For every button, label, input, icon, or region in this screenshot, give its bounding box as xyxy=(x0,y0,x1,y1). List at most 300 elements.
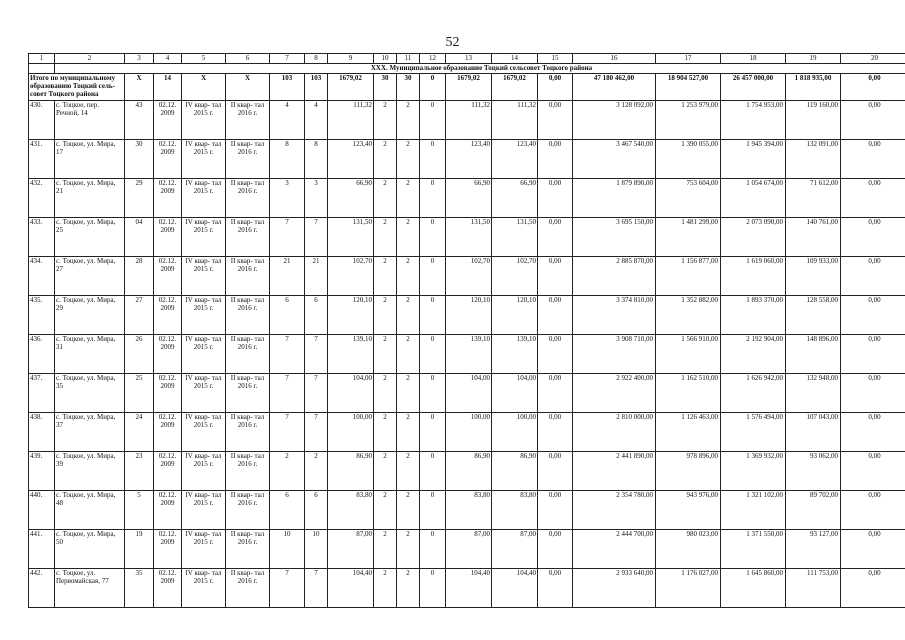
table-cell: 02.12. 2009 xyxy=(154,218,182,257)
address-cell: с. Тоцкое, ул. Мира, 50 xyxy=(55,530,125,569)
table-cell: 0,00 xyxy=(841,218,905,257)
table-row xyxy=(29,413,905,452)
row-number-cell: 436. xyxy=(29,335,55,374)
total-cell: 14 xyxy=(154,74,182,101)
table-cell: 93 062,00 xyxy=(786,452,841,491)
table-cell: 2 885 870,00 xyxy=(573,257,656,296)
table-cell: II квар- тал 2016 г. xyxy=(226,452,270,491)
table-cell: 7 xyxy=(305,569,328,608)
table-cell: 0,00 xyxy=(841,257,905,296)
table-cell: 1 253 979,00 xyxy=(656,101,721,140)
table-cell: 0,00 xyxy=(841,374,905,413)
column-number: 15 xyxy=(538,54,573,64)
table-cell: 2 xyxy=(374,491,397,530)
table-cell: II квар- тал 2016 г. xyxy=(226,569,270,608)
table-cell: 0,00 xyxy=(841,179,905,218)
table-cell: 2 xyxy=(397,101,420,140)
column-number: 4 xyxy=(154,54,182,64)
table-cell: 111 753,00 xyxy=(786,569,841,608)
table-cell: 83,80 xyxy=(492,491,538,530)
table-cell: 7 xyxy=(305,374,328,413)
table-cell: 2 441 890,00 xyxy=(573,452,656,491)
column-number: 1 xyxy=(29,54,55,64)
table-cell: 2 xyxy=(397,179,420,218)
table-cell: 0,00 xyxy=(538,335,573,374)
table-cell: 131,50 xyxy=(492,218,538,257)
table-cell: 123,40 xyxy=(328,140,374,179)
total-cell: 30 xyxy=(374,74,397,101)
address-cell: с. Тоцкое, пер. Речной, 14 xyxy=(55,101,125,140)
table-cell: 6 xyxy=(305,491,328,530)
table-row xyxy=(29,296,905,335)
table-cell: 2 xyxy=(374,335,397,374)
table-cell: 26 xyxy=(125,335,154,374)
table-row xyxy=(29,257,905,296)
table-cell: IV квар- тал 2015 г. xyxy=(182,452,226,491)
table-cell: IV квар- тал 2015 г. xyxy=(182,218,226,257)
table-cell: 139,10 xyxy=(492,335,538,374)
table-cell: 87,00 xyxy=(446,530,492,569)
table-row xyxy=(29,218,905,257)
table-cell: 100,00 xyxy=(328,413,374,452)
table-cell: II квар- тал 2016 г. xyxy=(226,257,270,296)
table-cell: 27 xyxy=(125,296,154,335)
table-cell: 0 xyxy=(420,218,446,257)
table-cell: 30 xyxy=(125,140,154,179)
total-cell: 47 180 462,00 xyxy=(573,74,656,101)
table-cell: 8 xyxy=(305,140,328,179)
table-cell: 2 444 700,00 xyxy=(573,530,656,569)
table-cell: 104,00 xyxy=(492,374,538,413)
table-cell: IV квар- тал 2015 г. xyxy=(182,179,226,218)
total-cell: 18 904 527,00 xyxy=(656,74,721,101)
table-cell: 2 354 780,00 xyxy=(573,491,656,530)
table-row xyxy=(29,530,905,569)
total-cell: 0,00 xyxy=(538,74,573,101)
table-cell: 0,00 xyxy=(841,413,905,452)
row-number-cell: 433. xyxy=(29,218,55,257)
table-cell: 02.12. 2009 xyxy=(154,452,182,491)
table-cell: 0,00 xyxy=(841,296,905,335)
address-cell: с. Тоцкое, ул. Мира, 37 xyxy=(55,413,125,452)
address-cell: с. Тоцкое, ул. Мира, 27 xyxy=(55,257,125,296)
table-cell: 1 566 910,00 xyxy=(656,335,721,374)
table-cell: 66,90 xyxy=(492,179,538,218)
table-cell: 2 192 904,00 xyxy=(721,335,786,374)
total-cell: 0 xyxy=(420,74,446,101)
table-cell: II квар- тал 2016 г. xyxy=(226,179,270,218)
table-cell: 0 xyxy=(420,569,446,608)
table-cell: 2 073 090,00 xyxy=(721,218,786,257)
table-cell: 140 761,00 xyxy=(786,218,841,257)
column-number: 3 xyxy=(125,54,154,64)
table-cell: IV квар- тал 2015 г. xyxy=(182,491,226,530)
table-cell: 93 127,00 xyxy=(786,530,841,569)
total-cell: 26 457 000,00 xyxy=(721,74,786,101)
table-cell: 4 xyxy=(305,101,328,140)
table-row xyxy=(29,335,905,374)
table-cell: 6 xyxy=(270,296,305,335)
table-row xyxy=(29,179,905,218)
table-cell: 7 xyxy=(270,569,305,608)
table-cell: 83,80 xyxy=(328,491,374,530)
column-number: 2 xyxy=(55,54,125,64)
table-cell: 0,00 xyxy=(841,491,905,530)
table-cell: 3 xyxy=(305,179,328,218)
total-cell: X xyxy=(125,74,154,101)
table-cell: 1 369 932,00 xyxy=(721,452,786,491)
table-cell: 24 xyxy=(125,413,154,452)
table-cell: 100,00 xyxy=(446,413,492,452)
row-number-cell: 432. xyxy=(29,179,55,218)
table-cell: 2 xyxy=(374,101,397,140)
table-cell: 1 156 877,00 xyxy=(656,257,721,296)
table-cell: 7 xyxy=(305,413,328,452)
table-cell: IV квар- тал 2015 г. xyxy=(182,569,226,608)
table-cell: 2 xyxy=(397,140,420,179)
table-cell: IV квар- тал 2015 г. xyxy=(182,413,226,452)
table-cell: 2 xyxy=(374,257,397,296)
table-cell: 0,00 xyxy=(538,179,573,218)
table-cell: 2 xyxy=(397,530,420,569)
table-cell: 139,10 xyxy=(446,335,492,374)
table-cell: 3 695 150,00 xyxy=(573,218,656,257)
table-cell: 111,32 xyxy=(492,101,538,140)
table-cell: 128 558,00 xyxy=(786,296,841,335)
table-cell: 2 xyxy=(374,530,397,569)
column-number: 6 xyxy=(226,54,270,64)
table-cell: IV квар- тал 2015 г. xyxy=(182,335,226,374)
table-cell: 111,32 xyxy=(328,101,374,140)
row-number-cell: 437. xyxy=(29,374,55,413)
table-cell: 980 023,00 xyxy=(656,530,721,569)
table-cell: 0,00 xyxy=(538,452,573,491)
table-cell: 0,00 xyxy=(538,530,573,569)
table-cell: 102,70 xyxy=(446,257,492,296)
table-cell: 0 xyxy=(420,335,446,374)
row-number-cell: 431. xyxy=(29,140,55,179)
row-number-cell: 439. xyxy=(29,452,55,491)
column-number: 11 xyxy=(397,54,420,64)
table-row xyxy=(29,491,905,530)
table-row xyxy=(29,140,905,179)
table-cell: 2 xyxy=(374,140,397,179)
address-cell: с. Тоцкое, ул. Мира, 17 xyxy=(55,140,125,179)
table-cell: 0 xyxy=(420,374,446,413)
table-cell: 02.12. 2009 xyxy=(154,140,182,179)
table-cell: 1 371 550,00 xyxy=(721,530,786,569)
table-cell: II квар- тал 2016 г. xyxy=(226,530,270,569)
total-cell: 1679,02 xyxy=(446,74,492,101)
table-cell: 119 160,00 xyxy=(786,101,841,140)
table-cell: 19 xyxy=(125,530,154,569)
table-cell: II квар- тал 2016 г. xyxy=(226,413,270,452)
table-cell: 8 xyxy=(270,140,305,179)
table-cell: 7 xyxy=(305,335,328,374)
table-cell: 1 162 510,00 xyxy=(656,374,721,413)
table-cell: 2 xyxy=(397,296,420,335)
row-number-cell: 434. xyxy=(29,257,55,296)
table-row xyxy=(29,101,905,140)
table-cell: 7 xyxy=(270,374,305,413)
table-cell: 2 810 000,00 xyxy=(573,413,656,452)
section-title-row xyxy=(29,64,905,74)
table-cell: 102,70 xyxy=(492,257,538,296)
row-number-cell: 441. xyxy=(29,530,55,569)
table-cell: 2 xyxy=(374,413,397,452)
table-cell: 0,00 xyxy=(538,101,573,140)
table-cell: 7 xyxy=(270,218,305,257)
table-cell: 02.12. 2009 xyxy=(154,374,182,413)
table-cell: 131,50 xyxy=(328,218,374,257)
table-cell: 02.12. 2009 xyxy=(154,413,182,452)
table-cell: 6 xyxy=(305,296,328,335)
table-cell: 2 xyxy=(374,218,397,257)
table-cell: 104,40 xyxy=(446,569,492,608)
table-cell: 35 xyxy=(125,569,154,608)
table-cell: 0 xyxy=(420,101,446,140)
table-cell: 23 xyxy=(125,452,154,491)
row-number-cell: 440. xyxy=(29,491,55,530)
table-cell: 1 879 890,00 xyxy=(573,179,656,218)
table-cell: 86,90 xyxy=(446,452,492,491)
table-cell: 123,40 xyxy=(492,140,538,179)
table-cell: 04 xyxy=(125,218,154,257)
table-cell: 2 xyxy=(397,413,420,452)
table-cell: 7 xyxy=(270,335,305,374)
table-cell: 6 xyxy=(270,491,305,530)
table-cell: 02.12. 2009 xyxy=(154,491,182,530)
table-cell: II квар- тал 2016 г. xyxy=(226,491,270,530)
table-cell: 2 xyxy=(397,218,420,257)
address-cell: с. Тоцкое, ул. Мира, 25 xyxy=(55,218,125,257)
table-cell: 0,00 xyxy=(841,530,905,569)
table-cell: 132 091,00 xyxy=(786,140,841,179)
column-number: 20 xyxy=(841,54,905,64)
column-number: 13 xyxy=(446,54,492,64)
table-cell: 2 xyxy=(397,491,420,530)
table-cell: 7 xyxy=(305,218,328,257)
table-cell: 148 896,00 xyxy=(786,335,841,374)
table-cell: 0,00 xyxy=(538,491,573,530)
table-cell: 100,00 xyxy=(492,413,538,452)
table-cell: 0,00 xyxy=(841,140,905,179)
table-cell: 120,10 xyxy=(492,296,538,335)
column-number: 10 xyxy=(374,54,397,64)
table-cell: 25 xyxy=(125,374,154,413)
table-cell: 3 128 092,00 xyxy=(573,101,656,140)
address-cell: с. Тоцкое, ул. Мира, 39 xyxy=(55,452,125,491)
total-cell: X xyxy=(182,74,226,101)
table-cell: 0 xyxy=(420,452,446,491)
table-cell: IV квар- тал 2015 г. xyxy=(182,296,226,335)
table-cell: 0,00 xyxy=(538,569,573,608)
table-cell: 28 xyxy=(125,257,154,296)
table-cell: 2 xyxy=(397,335,420,374)
table-cell: 2 xyxy=(374,179,397,218)
table-cell: II квар- тал 2016 г. xyxy=(226,218,270,257)
table-cell: II квар- тал 2016 г. xyxy=(226,374,270,413)
table-cell: 753 604,00 xyxy=(656,179,721,218)
table-cell: 1 645 860,00 xyxy=(721,569,786,608)
housing-register-table xyxy=(28,53,905,608)
table-cell: IV квар- тал 2015 г. xyxy=(182,140,226,179)
table-cell: 1 054 674,00 xyxy=(721,179,786,218)
table-cell: 1 390 055,00 xyxy=(656,140,721,179)
table-cell: 0,00 xyxy=(538,413,573,452)
table-cell: 102,70 xyxy=(328,257,374,296)
table-cell: 43 xyxy=(125,101,154,140)
row-number-cell: 430. xyxy=(29,101,55,140)
page-number: 52 xyxy=(445,35,460,50)
address-cell: с. Тоцкое, ул. Мира, 48 xyxy=(55,491,125,530)
table-cell: 1 893 370,00 xyxy=(721,296,786,335)
column-number: 7 xyxy=(270,54,305,64)
table-cell: 83,80 xyxy=(446,491,492,530)
row-number-cell: 438. xyxy=(29,413,55,452)
table-cell: 1 126 463,00 xyxy=(656,413,721,452)
column-number: 5 xyxy=(182,54,226,64)
table-cell: 66,90 xyxy=(446,179,492,218)
table-cell: 1 754 953,00 xyxy=(721,101,786,140)
total-cell: 30 xyxy=(397,74,420,101)
table-cell: 3 467 540,00 xyxy=(573,140,656,179)
table-cell: 2 xyxy=(374,569,397,608)
column-number: 19 xyxy=(786,54,841,64)
table-cell: 21 xyxy=(305,257,328,296)
table-cell: 2 xyxy=(270,452,305,491)
table-cell: 0 xyxy=(420,413,446,452)
address-cell: с. Тоцкое, ул. Мира, 21 xyxy=(55,179,125,218)
column-number: 12 xyxy=(420,54,446,64)
table-cell: 2 xyxy=(374,452,397,491)
table-cell: 87,00 xyxy=(492,530,538,569)
table-cell: 3 374 810,00 xyxy=(573,296,656,335)
row-number-cell: 435. xyxy=(29,296,55,335)
table-cell: 10 xyxy=(270,530,305,569)
table-cell: 2 xyxy=(305,452,328,491)
table-cell: 131,50 xyxy=(446,218,492,257)
address-cell: с. Тоцкое, ул. Мира, 35 xyxy=(55,374,125,413)
table-cell: 10 xyxy=(305,530,328,569)
table-cell: 89 702,00 xyxy=(786,491,841,530)
column-number: 9 xyxy=(328,54,374,64)
table-cell: 104,40 xyxy=(492,569,538,608)
column-number: 8 xyxy=(305,54,328,64)
column-number: 16 xyxy=(573,54,656,64)
table-cell: 02.12. 2009 xyxy=(154,530,182,569)
total-label: Итого по муниципальному образованию Тоцкий сель-совет Тоцкого района xyxy=(29,74,125,101)
address-cell: с. Тоцкое, ул. Мира, 29 xyxy=(55,296,125,335)
table-cell: 2 xyxy=(397,569,420,608)
table-cell: 3 908 710,00 xyxy=(573,335,656,374)
table-cell: 0,00 xyxy=(538,374,573,413)
table-cell: 0 xyxy=(420,140,446,179)
column-number: 17 xyxy=(656,54,721,64)
table-cell: 0 xyxy=(420,257,446,296)
total-cell: X xyxy=(226,74,270,101)
table-cell: II квар- тал 2016 г. xyxy=(226,335,270,374)
table-cell: 132 948,00 xyxy=(786,374,841,413)
table-cell: 0,00 xyxy=(841,452,905,491)
table-cell: 943 976,00 xyxy=(656,491,721,530)
table-cell: 86,90 xyxy=(492,452,538,491)
table-cell: 1 481 299,00 xyxy=(656,218,721,257)
table-cell: 1 176 027,00 xyxy=(656,569,721,608)
table-cell: II квар- тал 2016 г. xyxy=(226,140,270,179)
table-cell: 0,00 xyxy=(538,257,573,296)
address-cell: с. Тоцкое, ул. Первомайская, 77 xyxy=(55,569,125,608)
table-cell: 0,00 xyxy=(841,569,905,608)
table-cell: 86,90 xyxy=(328,452,374,491)
total-cell: 1 818 935,00 xyxy=(786,74,841,101)
table-row xyxy=(29,452,905,491)
table-cell: 104,40 xyxy=(328,569,374,608)
table-cell: 2 922 400,00 xyxy=(573,374,656,413)
column-number: 18 xyxy=(721,54,786,64)
table-cell: IV квар- тал 2015 г. xyxy=(182,530,226,569)
table-cell: 66,90 xyxy=(328,179,374,218)
table-cell: 0,00 xyxy=(841,101,905,140)
table-cell: 02.12. 2009 xyxy=(154,296,182,335)
column-number: 14 xyxy=(492,54,538,64)
table-cell: 2 xyxy=(374,374,397,413)
table-cell: 104,00 xyxy=(328,374,374,413)
table-cell: 139,10 xyxy=(328,335,374,374)
table-cell: 0,00 xyxy=(538,296,573,335)
table-cell: 123,40 xyxy=(446,140,492,179)
total-cell: 103 xyxy=(270,74,305,101)
table-cell: 1 576 494,00 xyxy=(721,413,786,452)
table-cell: 2 xyxy=(374,296,397,335)
table-cell: 107 043,00 xyxy=(786,413,841,452)
table-cell: 120,10 xyxy=(446,296,492,335)
table-cell: 0 xyxy=(420,179,446,218)
table-cell: 71 612,00 xyxy=(786,179,841,218)
table-cell: 0,00 xyxy=(538,140,573,179)
row-number-cell: 442. xyxy=(29,569,55,608)
table-cell: 7 xyxy=(270,413,305,452)
table-cell: II квар- тал 2016 г. xyxy=(226,296,270,335)
total-cell: 1679,02 xyxy=(328,74,374,101)
table-cell: II квар- тал 2016 г. xyxy=(226,101,270,140)
table-cell: 2 xyxy=(397,257,420,296)
total-cell: 1679,02 xyxy=(492,74,538,101)
section-title: XXX. Муниципальное образование Тоцкий сельсовет Тоцкого района xyxy=(55,64,905,74)
table-cell: 120,10 xyxy=(328,296,374,335)
table-cell: 109 933,00 xyxy=(786,257,841,296)
table-cell: 5 xyxy=(125,491,154,530)
table-cell: 02.12. 2009 xyxy=(154,101,182,140)
table-cell: 2 933 640,00 xyxy=(573,569,656,608)
table-cell: 2 xyxy=(397,374,420,413)
table-cell: 111,32 xyxy=(446,101,492,140)
table-cell: 02.12. 2009 xyxy=(154,569,182,608)
table-cell: 29 xyxy=(125,179,154,218)
total-cell: 103 xyxy=(305,74,328,101)
table-cell: 104,00 xyxy=(446,374,492,413)
table-cell: 978 896,00 xyxy=(656,452,721,491)
table-cell: 87,00 xyxy=(328,530,374,569)
table-cell: 1 619 060,00 xyxy=(721,257,786,296)
table-row xyxy=(29,569,905,608)
table-cell: 02.12. 2009 xyxy=(154,257,182,296)
table-cell: 02.12. 2009 xyxy=(154,335,182,374)
table-cell: 21 xyxy=(270,257,305,296)
address-cell: с. Тоцкое, ул. Мира, 31 xyxy=(55,335,125,374)
table-cell: 1 352 882,00 xyxy=(656,296,721,335)
table-cell: 2 xyxy=(397,452,420,491)
